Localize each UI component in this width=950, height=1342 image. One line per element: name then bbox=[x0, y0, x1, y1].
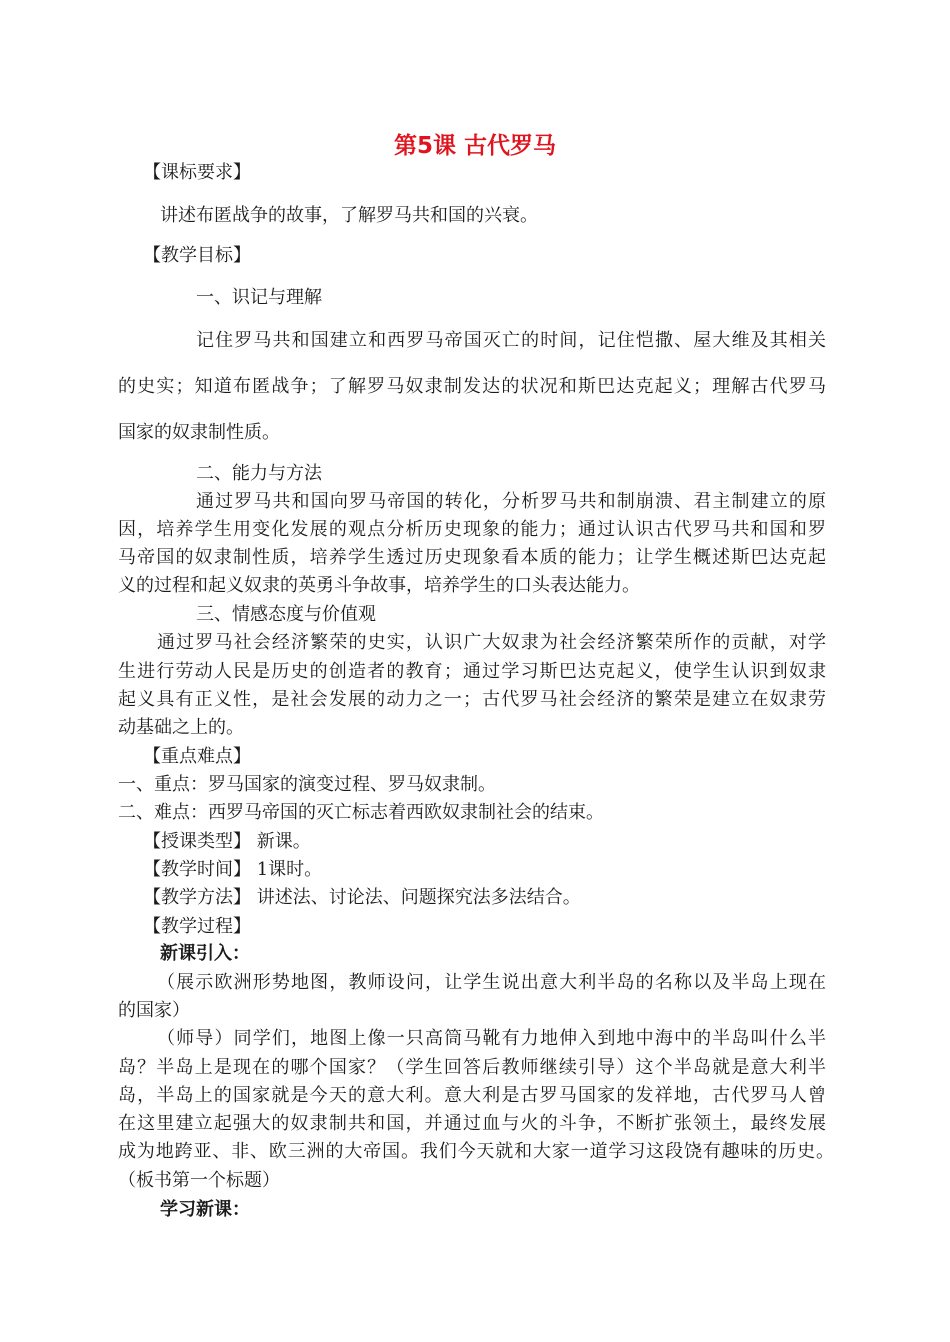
lesson-type-line: 【授课类型】 新课。 bbox=[143, 831, 311, 852]
teaching-method-line: 【教学方法】 讲述法、讨论法、问题探究法多法结合。 bbox=[143, 887, 581, 908]
heading-new-lesson: 学习新课： bbox=[160, 1199, 250, 1220]
heading-teaching-process: 【教学过程】 bbox=[143, 916, 251, 937]
section-heading-attitude: 三、情感态度与价值观 bbox=[196, 604, 376, 625]
paragraph-line: 岛？半岛上是现在的哪个国家？（学生回答后教师继续引导）这个半岛就是意大利半 bbox=[118, 1057, 826, 1078]
paragraph-line: 因，培养学生用变化发展的观点分析历史现象的能力；通过认识古代罗马共和国和罗 bbox=[118, 519, 826, 540]
paragraph-line: 成为地跨亚、非、欧三洲的大帝国。我们今天就和大家一道学习这段饶有趣味的历史。 bbox=[118, 1141, 834, 1162]
heading-curriculum-requirements: 【课标要求】 bbox=[143, 162, 251, 183]
paragraph-line: 义的过程和起义奴隶的英勇斗争故事，培养学生的口头表达能力。 bbox=[118, 575, 640, 596]
paragraph-line: 国家的奴隶制性质。 bbox=[118, 422, 280, 443]
paragraph-line: （展示欧洲形势地图，教师设问，让学生说出意大利半岛的名称以及半岛上现在 bbox=[157, 972, 826, 993]
lesson-time-line: 【教学时间】 1课时。 bbox=[143, 859, 323, 880]
paragraph-line: 岛，半岛上的国家就是今天的意大利。意大利是古罗马国家的发祥地，古代罗马人曾 bbox=[118, 1085, 826, 1106]
heading-lesson-intro: 新课引入： bbox=[160, 943, 250, 964]
section-heading-memorize: 一、识记与理解 bbox=[196, 287, 322, 308]
paragraph-line: 通过罗马社会经济繁荣的史实，认识广大奴隶为社会经济繁荣所作的贡献，对学 bbox=[157, 632, 826, 653]
page-title: 第5课 古代罗马 bbox=[393, 133, 556, 159]
key-point-text: 一、重点：罗马国家的演变过程、罗马奴隶制。 bbox=[118, 774, 496, 795]
paragraph-line: 通过罗马共和国向罗马帝国的转化，分析罗马共和制崩溃、君主制建立的原 bbox=[196, 491, 826, 512]
paragraph-line: （师导）同学们，地图上像一只高筒马靴有力地伸入到地中海中的半岛叫什么半 bbox=[157, 1028, 826, 1049]
paragraph-line: 马帝国的奴隶制性质，培养学生透过历史现象看本质的能力；让学生概述斯巴达克起 bbox=[118, 547, 826, 568]
heading-key-points: 【重点难点】 bbox=[143, 746, 251, 767]
section-heading-ability: 二、能力与方法 bbox=[196, 463, 322, 484]
heading-teaching-objectives: 【教学目标】 bbox=[143, 245, 251, 266]
paragraph-line: 的史实；知道布匿战争；了解罗马奴隶制发达的状况和斯巴达克起义；理解古代罗马 bbox=[118, 376, 826, 397]
paragraph-line: 生进行劳动人民是历史的创造者的教育；通过学习斯巴达克起义，使学生认识到奴隶 bbox=[118, 661, 826, 682]
paragraph-line: 的国家） bbox=[118, 1000, 190, 1021]
paragraph-line: 记住罗马共和国建立和西罗马帝国灭亡的时间，记住恺撒、屋大维及其相关 bbox=[196, 330, 826, 351]
paragraph-line: 动基础之上的。 bbox=[118, 717, 244, 738]
paragraph-line: 在这里建立起强大的奴隶制共和国，并通过血与火的斗争，不断扩张领土，最终发展 bbox=[118, 1113, 826, 1134]
paragraph-line: 起义具有正义性，是社会发展的动力之一；古代罗马社会经济的繁荣是建立在奴隶劳 bbox=[118, 689, 826, 710]
difficult-point-text: 二、难点：西罗马帝国的灭亡标志着西欧奴隶制社会的结束。 bbox=[118, 802, 604, 823]
curriculum-requirements-text: 讲述布匿战争的故事，了解罗马共和国的兴衰。 bbox=[160, 205, 538, 226]
paragraph-line: （板书第一个标题） bbox=[118, 1170, 280, 1191]
